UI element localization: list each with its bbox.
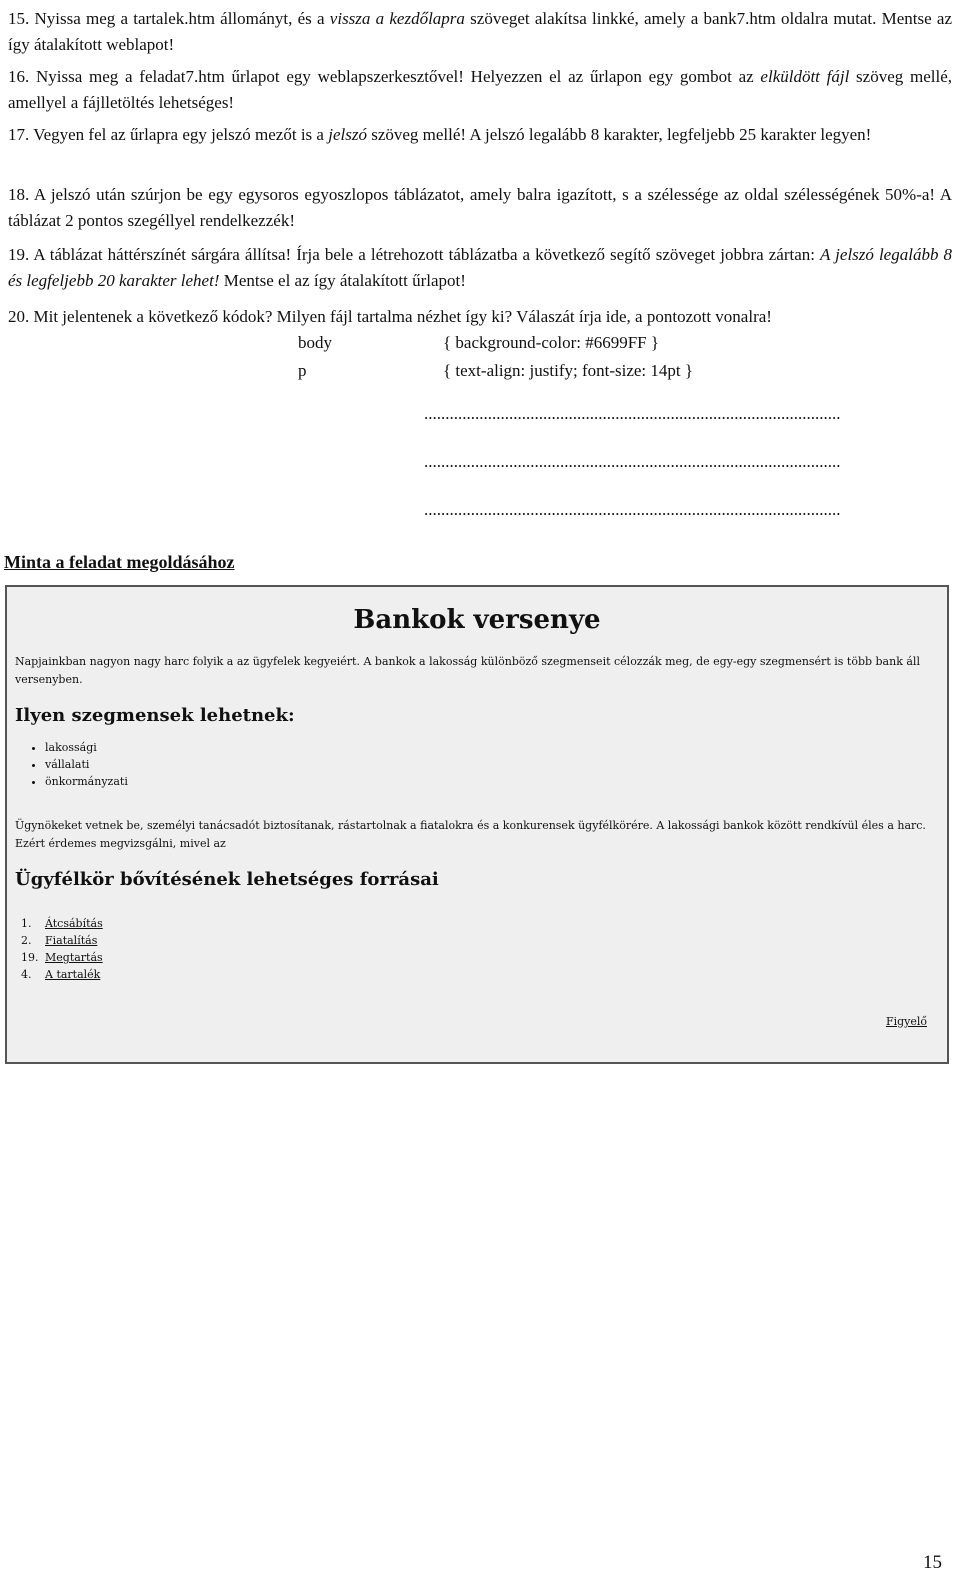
sample-screenshot: [5, 585, 949, 1064]
sample-heading-segments: Ilyen szegmensek lehetnek:: [15, 705, 295, 726]
answer-line-1[interactable]: ..................................................................................................: [424, 404, 841, 423]
task-17: [8, 122, 952, 148]
task-18: [8, 182, 952, 234]
task-number: 15.: [8, 9, 30, 28]
source-link[interactable]: Átcsábítás: [45, 917, 103, 930]
task-emphasis: vissza a kezdőlapra: [329, 9, 465, 28]
list-item: [21, 932, 103, 949]
task-text: Mentse el az így átalakított űrlapot!: [219, 271, 466, 290]
task-text: Nyissa meg a tartalek.htm állományt, és a: [34, 9, 330, 28]
task-emphasis: A jelszó legalább 8 és legfeljebb 20 karakter lehet!: [8, 245, 953, 290]
list-item: [21, 966, 103, 983]
task-text: Nyissa meg a feladat7.htm űrlapot egy weblapszerkesztővel! Helyezzen el az űrlapon egy gombot az: [35, 67, 761, 86]
source-link[interactable]: Megtartás: [45, 951, 103, 964]
list-number: 19.: [21, 951, 39, 964]
code-rule: { background-color: #6699FF }: [443, 333, 660, 352]
task-text: szöveg mellé, amellyel a fájlletöltés lehetséges!: [8, 67, 952, 112]
source-link[interactable]: A tartalék: [45, 968, 101, 981]
task-number: 17.: [8, 125, 30, 144]
task-text: A jelszó után szúrjon be egy egysoros egyoszlopos táblázatot, amely balra igazított, s a szélessége az oldal szélességének 50%-a! A táblázat 2 pontos szegéllyel rendelkezzék!: [8, 185, 952, 230]
sample-paragraph: Ügynökeket vetnek be, személyi tanácsadót biztosítanak, rástartolnak a fiatalokra és a konkurensek ügyfélkörére. A lakossági bankok között rendkívül éles a harc. Ezért érdemes megvizsgálni, mivel az: [15, 819, 926, 850]
sample-heading: Minta a feladat megoldásához: [4, 552, 235, 572]
task-emphasis: jelszó: [328, 125, 367, 144]
sources-list: [7, 915, 103, 983]
source-link[interactable]: Fiatalítás: [45, 934, 98, 947]
sample-title: Bankok versenye: [353, 605, 601, 635]
list-item: • lakossági: [45, 739, 128, 756]
task-text: A táblázat háttérszínét sárgára állítsa! Írja bele a létrehozott táblázatba a következő segítő szöveget jobbra zártan:: [33, 245, 821, 264]
task-text: szöveget alakítsa linkké, amely a bank7.htm oldalra mutat. Mentse az így átalakított weblapot!: [8, 9, 952, 54]
task-text: Mit jelentenek a következő kódok? Milyen fájl tartalma nézhet így ki? Válaszát írja ide, a pontozott vonalra!: [33, 307, 772, 326]
task-19: [8, 242, 952, 294]
task-20: [8, 304, 952, 330]
list-item: [21, 949, 103, 966]
list-number: 4.: [21, 968, 32, 981]
task-text: szöveg mellé! A jelszó legalább 8 karakter, legfeljebb 25 karakter legyen!: [366, 125, 872, 144]
backlink[interactable]: Figyelő: [885, 1015, 927, 1028]
task-number: 19.: [8, 245, 30, 264]
task-16: [8, 64, 952, 116]
answer-line-3[interactable]: ..................................................................................................: [424, 500, 841, 519]
code-rule: { text-align: justify; font-size: 14pt }: [443, 361, 694, 380]
list-item: • vállalati: [45, 756, 128, 773]
task-text: Vegyen fel az űrlapra egy jelszó mezőt is a: [33, 125, 329, 144]
answer-line-2[interactable]: ..................................................................................................: [424, 452, 841, 471]
list-number: 2.: [21, 934, 32, 947]
segment-list: [7, 739, 128, 790]
task-number: 20.: [8, 307, 30, 326]
code-selector: p: [298, 361, 307, 380]
code-row-p: [298, 358, 693, 384]
code-row-body: [298, 330, 659, 356]
task-number: 18.: [8, 185, 30, 204]
list-item: • önkormányzati: [45, 773, 128, 790]
task-number: 16.: [8, 67, 30, 86]
sample-intro: Napjainkban nagyon nagy harc folyik a az ügyfelek kegyeiért. A bankok a lakosság különböző szegmenseit célozzák meg, de egy-egy szegmensért is több bank áll versenyben.: [15, 655, 920, 686]
sample-heading-sources: Ügyfélkör bővítésének lehetséges forrásai: [15, 869, 439, 890]
task-emphasis: elküldött fájl: [760, 67, 850, 86]
task-15: [8, 6, 952, 58]
code-selector: body: [298, 333, 332, 352]
page-number: 15: [923, 1552, 942, 1573]
list-item: [21, 915, 103, 932]
list-number: 1.: [21, 917, 32, 930]
